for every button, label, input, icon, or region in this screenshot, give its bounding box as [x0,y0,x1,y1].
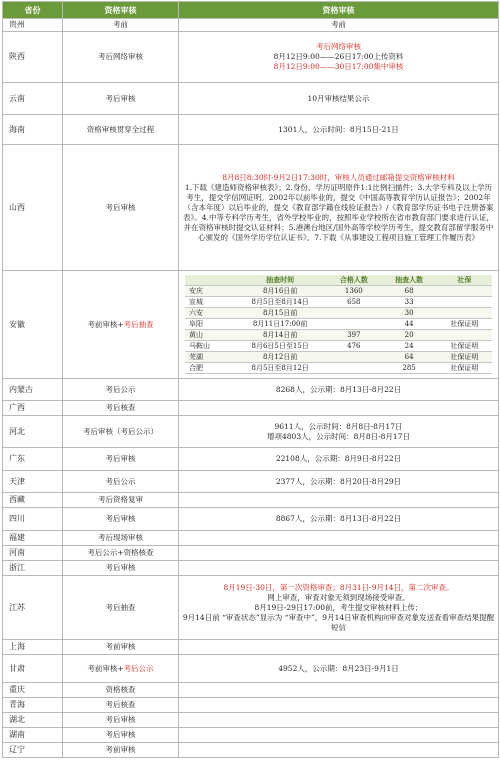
method-cell: 考后现场审核 [63,531,179,546]
detail-cell [179,683,499,698]
anhui-cell: 658 [326,297,381,308]
province-cell: 福建 [3,531,63,546]
province-cell: 河南 [3,546,63,561]
province-cell: 浙江 [3,561,63,576]
detail-line: 增项4803人，公示时间：8月8日-8月17日 [267,431,410,441]
anhui-sub-row [185,297,492,308]
table-row [3,576,499,640]
method-cell: 考后核查 [63,401,179,416]
method-cell: 资格核查 [63,683,179,698]
anhui-cell [326,308,381,319]
anhui-sub-row [185,363,492,374]
table-row [3,508,499,531]
table-row [3,713,499,728]
detail-line: 8月12日9:00——26日17:00上传资料 [273,52,404,61]
anhui-sub-row [185,352,492,363]
anhui-cell [437,286,492,297]
method-cell: 考后审核 [63,508,179,531]
detail-cell: 8867人，公示期：8月13日-8月22日 [179,508,499,531]
anhui-sub-row [185,319,492,330]
method-cell: 考前 [63,19,179,32]
province-cell: 云南 [3,83,63,115]
anhui-cell: 30 [381,308,436,319]
table-row [3,640,499,655]
anhui-cell: 24 [381,341,436,352]
anhui-cell: 68 [381,286,436,297]
detail-cell: 10月审核结果公示 [179,83,499,115]
detail-line: 考后网络审核 [316,42,361,51]
anhui-cell [326,363,381,374]
method-text: 考前审核+ [87,319,124,329]
method-cell: 考后审核（考后公示） [63,416,179,448]
detail-cell [179,713,499,728]
detail-line: 8月8日8:30时-9月2日17:30时，审核人员通过邮箱提交资格审核材料 [222,172,455,182]
anhui-cell: 六安 [185,308,234,319]
anhui-cell [326,352,381,363]
anhui-sub-row [185,341,492,352]
province-cell: 甘肃 [3,655,63,683]
anhui-cell: 马鞍山 [185,341,234,352]
table-row [3,448,499,471]
province-cell: 西藏 [3,493,63,508]
table-row [3,698,499,713]
table-row [3,683,499,698]
anhui-cell: 8月15日前 [234,308,326,319]
table-row [3,561,499,576]
detail-cell [179,401,499,416]
province-cell: 贵州 [3,19,63,32]
province-cell: 海南 [3,115,63,145]
anhui-cell: 44 [381,319,436,330]
detail-cell [179,576,499,640]
table-row [3,83,499,115]
method-cell: 考后审核 [63,83,179,115]
detail-cell [179,561,499,576]
anhui-cell: 1360 [326,286,381,297]
province-cell: 四川 [3,508,63,531]
table-row [3,531,499,546]
anhui-spot-check-table [185,275,492,374]
header-province: 省份 [3,2,63,19]
method-cell: 考后审核 [63,561,179,576]
detail-cell [179,728,499,743]
province-cell: 湖北 [3,713,63,728]
method-cell: 考后公示 [63,379,179,401]
detail-cell [179,416,499,448]
table-row [3,493,499,508]
anhui-cell: 64 [381,352,436,363]
detail-cell: 1301人，公示时间：8月15日-21日 [179,115,499,145]
anhui-cell: 8月16日前 [234,286,326,297]
province-cell: 江苏 [3,576,63,640]
anhui-cell: 8月11日17:00前 [234,319,326,330]
anhui-header-cell [185,275,234,286]
table-row [3,115,499,145]
table-row [3,271,499,379]
anhui-cell: 8月6日5日至15日 [234,341,326,352]
method-text-red: 考后公示 [123,663,154,673]
method-cell [63,271,179,379]
detail-cell: 考前 [179,19,499,32]
table-row [3,743,499,758]
province-cell: 广东 [3,448,63,471]
anhui-cell [326,319,381,330]
header-detail: 资格审核 [179,2,499,19]
province-cell: 上海 [3,640,63,655]
detail-cell [179,531,499,546]
header-method: 资格审核 [63,2,179,19]
table-row [3,471,499,493]
province-cell: 天津 [3,471,63,493]
method-cell: 考前审核 [63,743,179,758]
anhui-cell: 社保证明 [437,363,492,374]
detail-line: 8月12日9:00——30日17:00集中审核 [273,62,404,71]
anhui-cell: 33 [381,297,436,308]
detail-line: 8月19日-29日17:00前，考生提交审核材料上传； [254,602,423,612]
table-row [3,32,499,83]
province-cell: 陕西 [3,32,63,83]
method-cell: 考后资格复审 [63,493,179,508]
anhui-cell: 397 [326,330,381,341]
anhui-sub-row [185,308,492,319]
table-row [3,19,499,32]
method-text: 考前审核+ [87,663,124,673]
method-cell: 考后审核 [63,448,179,471]
method-cell: 考后抽查 [63,576,179,640]
anhui-cell: 社保证明 [437,319,492,330]
anhui-sub-header [185,275,492,286]
province-cell: 安徽 [3,271,63,379]
anhui-cell [437,308,492,319]
detail-cell: 8268人，公示期：8月13日-8月22日 [179,379,499,401]
province-cell: 辽宁 [3,743,63,758]
anhui-cell: 8月5日至8月14日 [234,297,326,308]
detail-cell [179,698,499,713]
anhui-header-cell: 合格人数 [326,275,381,286]
method-cell: 资格审核贯穿全过程 [63,115,179,145]
anhui-cell: 285 [381,363,436,374]
table-header [3,2,499,19]
province-cell: 山西 [3,145,63,271]
table-row [3,546,499,561]
anhui-cell: 黄山 [185,330,234,341]
anhui-cell: 476 [326,341,381,352]
anhui-header-cell: 社保 [437,275,492,286]
anhui-sub-row [185,330,492,341]
anhui-cell: 社保证明 [437,352,492,363]
detail-cell [179,546,499,561]
method-cell: 考后审核 [63,728,179,743]
anhui-cell: 8月5日至8月12日 [234,363,326,374]
anhui-sub-row [185,286,492,297]
method-cell: 考后审核 [63,145,179,271]
detail-cell: 22108人，公示期：8月9日-8月22日 [179,448,499,471]
anhui-cell: 阜阳 [185,319,234,330]
table-row [3,655,499,683]
detail-line: 9611人，公示时间：8月8日-8月17日 [274,421,403,431]
detail-cell [179,493,499,508]
anhui-cell: 合肥 [185,363,234,374]
qualification-review-table [2,1,499,758]
province-cell: 广西 [3,401,63,416]
anhui-cell: 宣城 [185,297,234,308]
method-cell: 考后核查 [63,698,179,713]
detail-cell: 2377人，公示期：8月20日-8月29日 [179,471,499,493]
anhui-cell [437,330,492,341]
anhui-cell [437,297,492,308]
detail-line: 8月19日-30日，第一次资格审查；8月31日-9月14日，第二次审查。 [223,582,454,592]
detail-cell [179,271,499,379]
anhui-header-cell: 抽查时间 [234,275,326,286]
province-cell: 重庆 [3,683,63,698]
table-row [3,401,499,416]
anhui-cell: 8月12日前 [234,352,326,363]
detail-line: 网上审查，审查对象无须到现场接受审查。 [267,592,410,602]
method-cell [63,655,179,683]
detail-cell [179,145,499,271]
province-cell: 河北 [3,416,63,448]
anhui-cell: 芜湖 [185,352,234,363]
anhui-cell: 8月14日前 [234,330,326,341]
anhui-cell: 社保证明 [437,341,492,352]
table-row [3,145,499,271]
method-cell: 考后审核 [63,713,179,728]
method-cell: 考前审核 [63,640,179,655]
anhui-cell: 20 [381,330,436,341]
table-row [3,379,499,401]
province-cell: 内蒙古 [3,379,63,401]
detail-cell [179,743,499,758]
detail-paragraph: 1.下载《建造师资格审核表》；2.身份、学历证明原件1:1比例扫描件；3.大学专科及以上学历考生，提交学信网证明。2002年以前毕业的，提交《中国高等教育学历认证报告》；2002年（含本年度）以后毕业的，提交《教育部学籍在线验证报告》/《教育部学历证书电子注册备案表》。4.中等专科学历考生，省外学校毕业的，按照毕业学校所在省市教育部门要求进行认证，并在资格审核时提交认证材料；5.港澳台地区/国外高等学校学历考生，提交教育部留学服务中心颁发的《国外学历学位认证书》。7.下载《从事建设工程项目施工管理工作履历表》 [183,182,494,242]
detail-cell [179,640,499,655]
detail-cell [179,32,499,83]
method-cell: 考后公示 [63,471,179,493]
province-cell: 湖南 [3,728,63,743]
province-cell: 青海 [3,698,63,713]
method-text-red: 考后抽查 [123,319,154,329]
method-cell: 考后网络审核 [63,32,179,83]
detail-line: 9月14日前 “审查状态”显示为 “审查中”，9月14日审查机构向审查对象发送查看审查结果提醒短信 [182,612,495,632]
table-row [3,728,499,743]
method-cell: 考后公示+资格核查 [63,546,179,561]
detail-cell: 4952人，公示期：8月23日-9月1日 [179,655,499,683]
table-row [3,416,499,448]
anhui-cell: 安庆 [185,286,234,297]
anhui-header-cell: 抽查人数 [381,275,436,286]
